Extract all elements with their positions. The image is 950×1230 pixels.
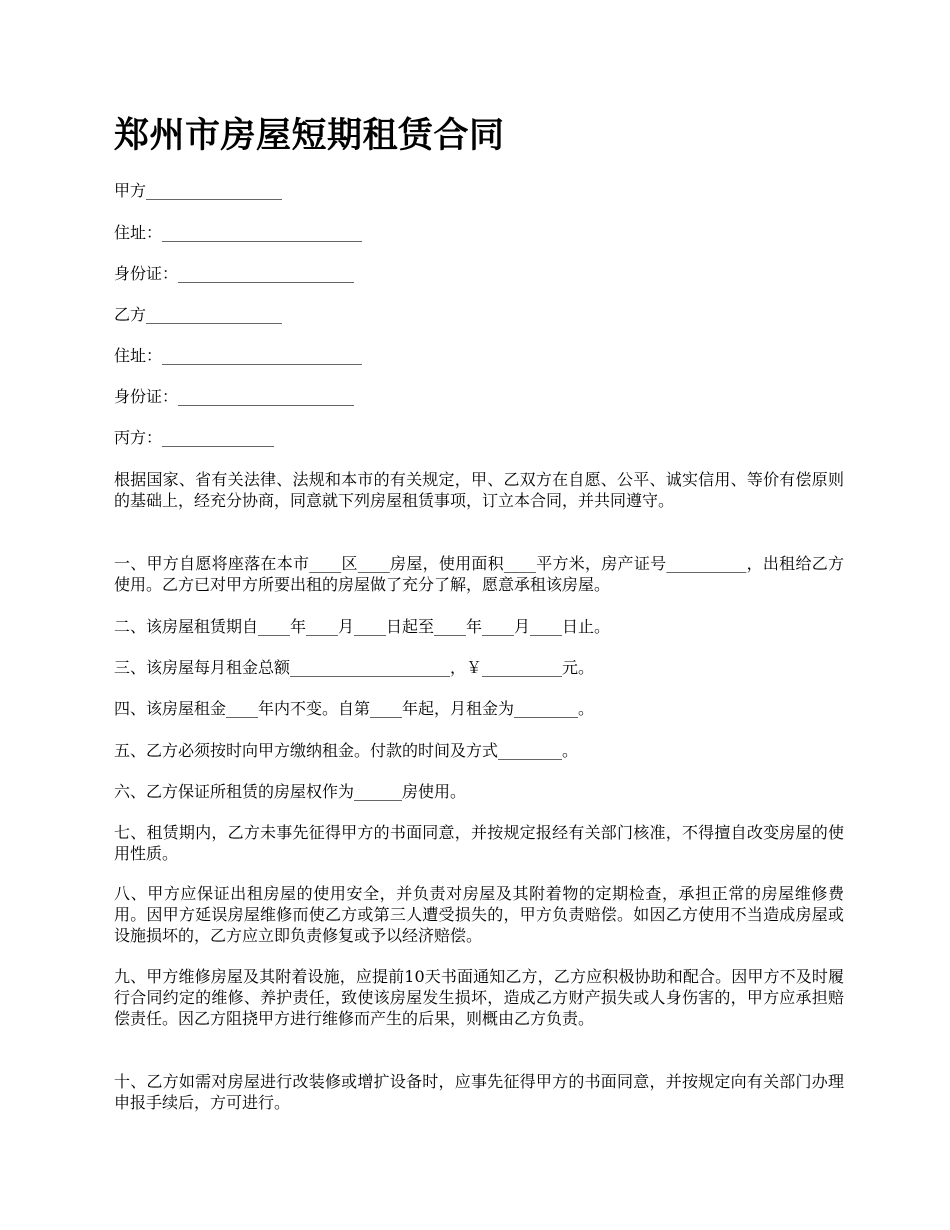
clause-6: 六、乙方保证所租赁的房屋权作为______房使用。 [114, 782, 467, 801]
clause-3: 三、该房屋每月租金总额____________________，￥__________元。 [114, 658, 595, 677]
party-b-address-field: 住址：_________________________ [114, 346, 363, 365]
clause-2: 二、该房屋租赁期自____年____月____日起至____年____月____日止。 [114, 617, 611, 636]
party-a-field: 甲方_________________ [114, 181, 283, 200]
clause-7: 七、租赁期内，乙方未事先征得甲方的书面同意，并按规定报经有关部门核准，不得擅自改变房屋的使用性质。 [114, 823, 844, 863]
clause-1: 一、甲方自愿将座落在本市____区____房屋，使用面积____平方米，房产证号__________，出租给乙方使用。乙方已对甲方所要出租的房屋做了充分了解，愿意承租该房屋。 [114, 554, 844, 594]
party-a-id-field: 身份证：______________________ [114, 264, 355, 283]
party-b-id-field: 身份证：______________________ [114, 387, 355, 406]
party-b-field: 乙方_________________ [114, 305, 283, 324]
document-title: 郑州市房屋短期租赁合同 [114, 115, 505, 156]
clause-9: 九、甲方维修房屋及其附着设施，应提前10天书面通知乙方，乙方应积极协助和配合。因甲方不及时履行合同约定的维修、养护责任，致使该房屋发生损坏，造成乙方财产损失或人身伤害的，甲方应承担赔偿责任。因乙方阻挠甲方进行维修而产生的后果，则概由乙方负责。 [114, 967, 844, 1028]
clause-10: 十、乙方如需对房屋进行改装修或增扩设备时，应事先征得甲方的书面同意，并按规定向有关部门办理申报手续后，方可进行。 [114, 1072, 844, 1112]
party-a-address-field: 住址：_________________________ [114, 223, 363, 242]
clause-4: 四、该房屋租金____年内不变。自第____年起，月租金为________。 [114, 699, 595, 718]
party-c-field: 丙方：______________ [114, 428, 275, 447]
clause-8: 八、甲方应保证出租房屋的使用安全，并负责对房屋及其附着物的定期检查，承担正常的房屋维修费用。因甲方延误房屋维修而使乙方或第三人遭受损失的，甲方负责赔偿。如因乙方使用不当造成房屋或设施损坏的，乙方应立即负责修复或予以经济赔偿。 [114, 884, 844, 945]
clause-5: 五、乙方必须按时向甲方缴纳租金。付款的时间及方式________。 [114, 741, 579, 760]
intro-paragraph: 根据国家、省有关法律、法规和本市的有关规定，甲、乙双方在自愿、公平、诚实信用、等价有偿原则的基础上，经充分协商，同意就下列房屋租赁事项，订立本合同，并共同遵守。 [114, 470, 844, 510]
